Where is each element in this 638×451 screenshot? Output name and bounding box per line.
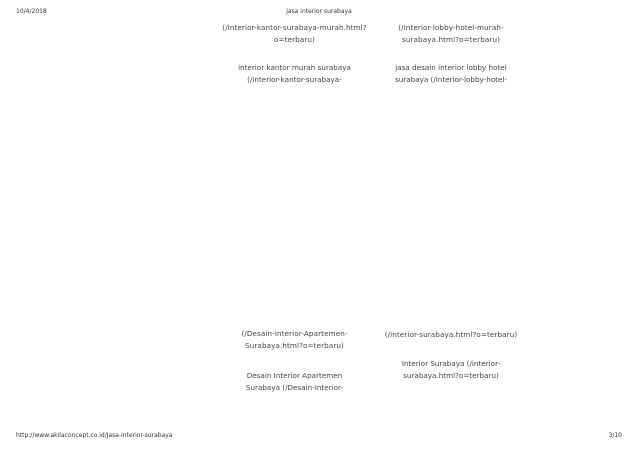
caption-line[interactable]: Surabaya (/Desain-Interior- [245,383,344,392]
gallery-caption-surabaya[interactable] [381,358,521,382]
page-url: http://www.akilaconcept.co.id/Jasa-interior-surabaya [16,432,173,439]
gallery-cell-surabaya-link[interactable] [381,329,521,341]
link-line[interactable]: (/interior-surabaya.html?o=terbaru) [384,330,518,339]
caption-line: Desain Interior Apartemen [246,371,343,380]
caption-line[interactable]: surabaya.html?o=terbaru) [403,371,499,380]
gallery-caption-lobby[interactable] [381,62,521,86]
gallery-cell-lobby-link[interactable] [381,22,521,46]
print-date: 10/4/2018 [16,8,47,15]
link-line[interactable]: (/interior-lobby-hotel-murah- [398,23,504,32]
link-line[interactable]: Surabaya.html?o=terbaru) [245,341,344,350]
caption-line[interactable]: surabaya (/interior-lobby-hotel- [394,75,508,84]
gallery-cell-apartemen-link[interactable] [222,328,367,352]
link-line[interactable]: (/interior-kantor-surabaya-murah.html? [222,23,367,32]
caption-line[interactable]: Interior Surabaya (/interior- [401,359,501,368]
gallery-caption-apartemen[interactable] [222,370,367,394]
page-title: jasa interior surabaya [286,8,352,15]
gallery-caption-kantor[interactable] [222,62,367,86]
caption-line[interactable]: (/interior-kantor-surabaya- [247,75,342,84]
caption-line: jasa desain interior lobby hotel [395,63,507,72]
gallery-cell-kantor-link[interactable] [222,22,367,46]
page-number: 3/10 [608,432,622,439]
link-line[interactable]: (/Desain-Interior-Apartemen- [241,329,348,338]
caption-line: interior kantor murah surabaya [238,63,351,72]
link-line[interactable]: o=terbaru) [274,35,315,44]
link-line[interactable]: surabaya.html?o=terbaru) [401,35,501,44]
